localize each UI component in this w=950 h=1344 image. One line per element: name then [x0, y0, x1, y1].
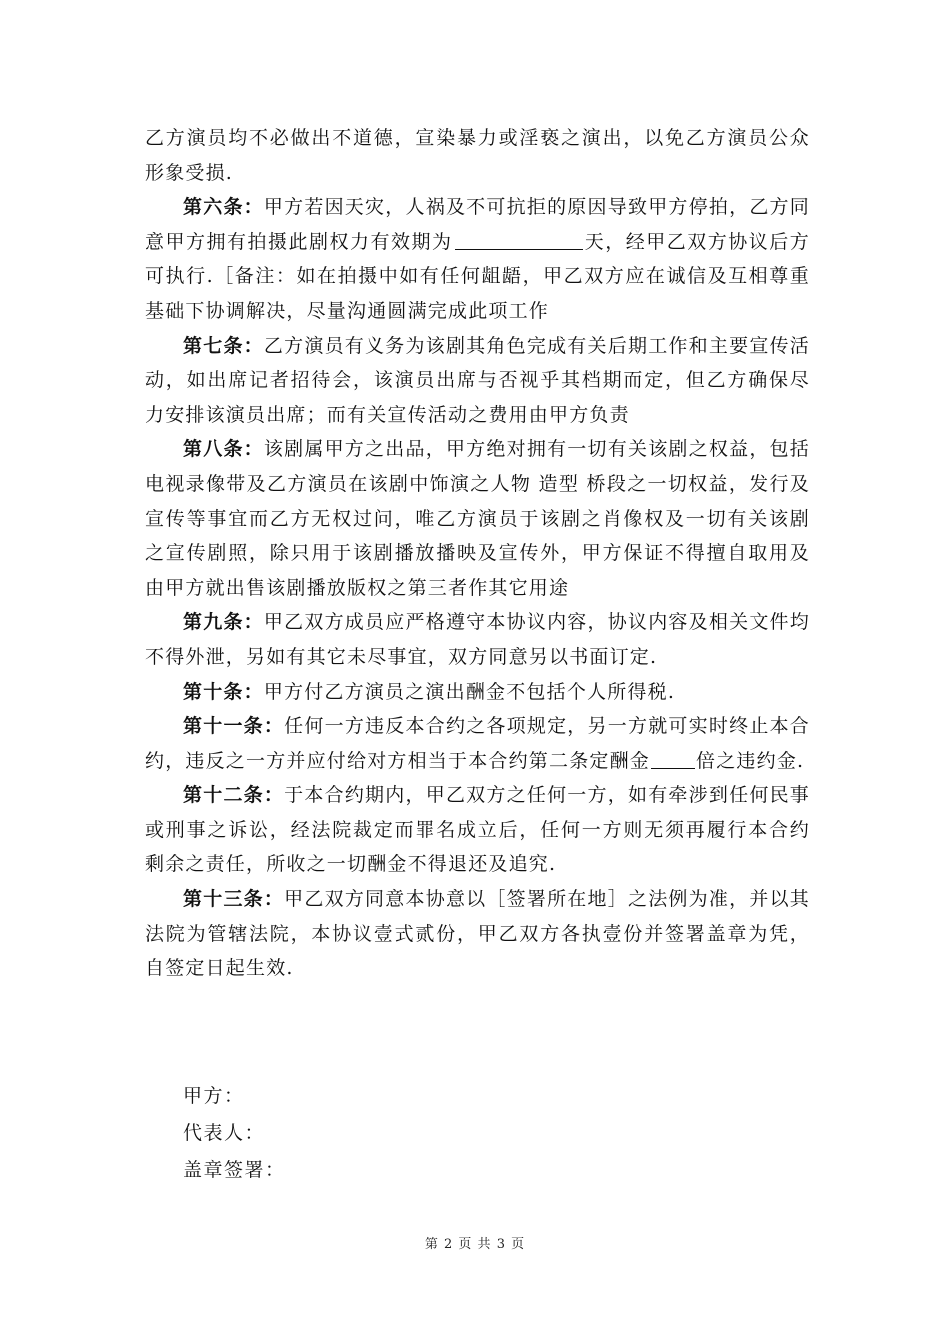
contract-body: [145, 121, 810, 986]
clause-12: [145, 778, 810, 882]
clause-13: [145, 882, 810, 986]
clause-8: [145, 432, 810, 605]
clause-7-text: 乙方演员有义务为该剧其角色完成有关后期工作和主要宣传活动，如出席记者招待会，该演员出席与否视乎其档期而定，但乙方确保尽力安排该演员出席；而有关宣传活动之费用由甲方负责: [145, 334, 810, 426]
clause-10: [145, 675, 810, 710]
clause-12-text: 于本合约期内，甲乙双方之任何一方，如有牵涉到任何民事或刑事之诉讼，经法院裁定而罪名成立后，任何一方则无须再履行本合约剩余之责任，所收之一切酬金不得退还及追究.: [145, 784, 810, 876]
clause-11: [145, 709, 810, 778]
clause-7: [145, 329, 810, 433]
clause-13-text: 甲乙双方同意本协意以［签署所在地］之法例为准，并以其法院为管辖法院，本协议壹式贰份，甲乙双方各执壹份并签署盖章为凭，自签定日起生效.: [145, 888, 810, 980]
representative-label: 代表人：: [183, 1122, 266, 1144]
clause-11-text-a: 任何一方违反本合约之各项规定，另一方就可实时终止本合约，违反之一方并应付给对方相当于本合约第二条定酬金: [145, 715, 810, 772]
party-a-label: 甲方：: [183, 1085, 245, 1107]
clause-6: [145, 190, 810, 328]
clause-9-text: 甲乙双方成员应严格遵守本协议内容，协议内容及相关文件均不得外泄，另如有其它未尽事宜，双方同意另以书面订定.: [145, 611, 810, 668]
clause-10-label: 第十条：: [183, 680, 264, 703]
clause-12-label: 第十二条：: [183, 784, 285, 807]
clause-8-text: 该剧属甲方之出品，甲方绝对拥有一切有关该剧之权益，包括电视录像带及乙方演员在该剧中饰演之人物 造型 桥段之一切权益，发行及宣传等事宜而乙方无权过问，唯乙方演员于该剧之肖像权及一切有关该剧之宣传剧照，除只用于该剧播放播映及宣传外，甲方保证不得擅自取用及由甲方就出售该剧播放版权之第三者作其它用途: [145, 438, 810, 599]
blank-days-field: [455, 229, 583, 250]
clause-13-label: 第十三条：: [183, 888, 285, 911]
clause-11-text-b: 倍之违约金.: [696, 749, 805, 772]
clause-7-label: 第七条：: [183, 334, 264, 357]
clause-11-label: 第十一条：: [183, 715, 285, 738]
page-number-footer: 第 2 页 共 3 页: [424, 1237, 526, 1252]
clause-6-label: 第六条：: [183, 196, 264, 219]
clause-9-label: 第九条：: [183, 611, 264, 634]
seal-signature-label: 盖章签署：: [183, 1159, 286, 1181]
continuation-paragraph: 乙方演员均不必做出不道德，宣染暴力或淫亵之演出，以免乙方演员公众形象受损.: [145, 127, 810, 184]
clause-10-text: 甲方付乙方演员之演出酬金不包括个人所得税.: [263, 680, 676, 703]
clause-6-text-a: 甲方若因天灾，人祸及不可抗拒的原因导致甲方停拍，乙方同意甲方拥有拍摄此剧权力有效期为: [145, 196, 810, 253]
clause-8-label: 第八条：: [183, 438, 264, 461]
clause-6-text-b: 天，经甲乙双方协议后方可执行.［备注：如在拍摄中如有任何龃龉，甲乙双方应在诚信及互相尊重基础下协调解决，尽量沟通圆满完成此项工作: [145, 230, 810, 322]
clause-9: [145, 605, 810, 674]
signature-block: [183, 1078, 286, 1189]
blank-multiplier-field: [651, 748, 695, 769]
